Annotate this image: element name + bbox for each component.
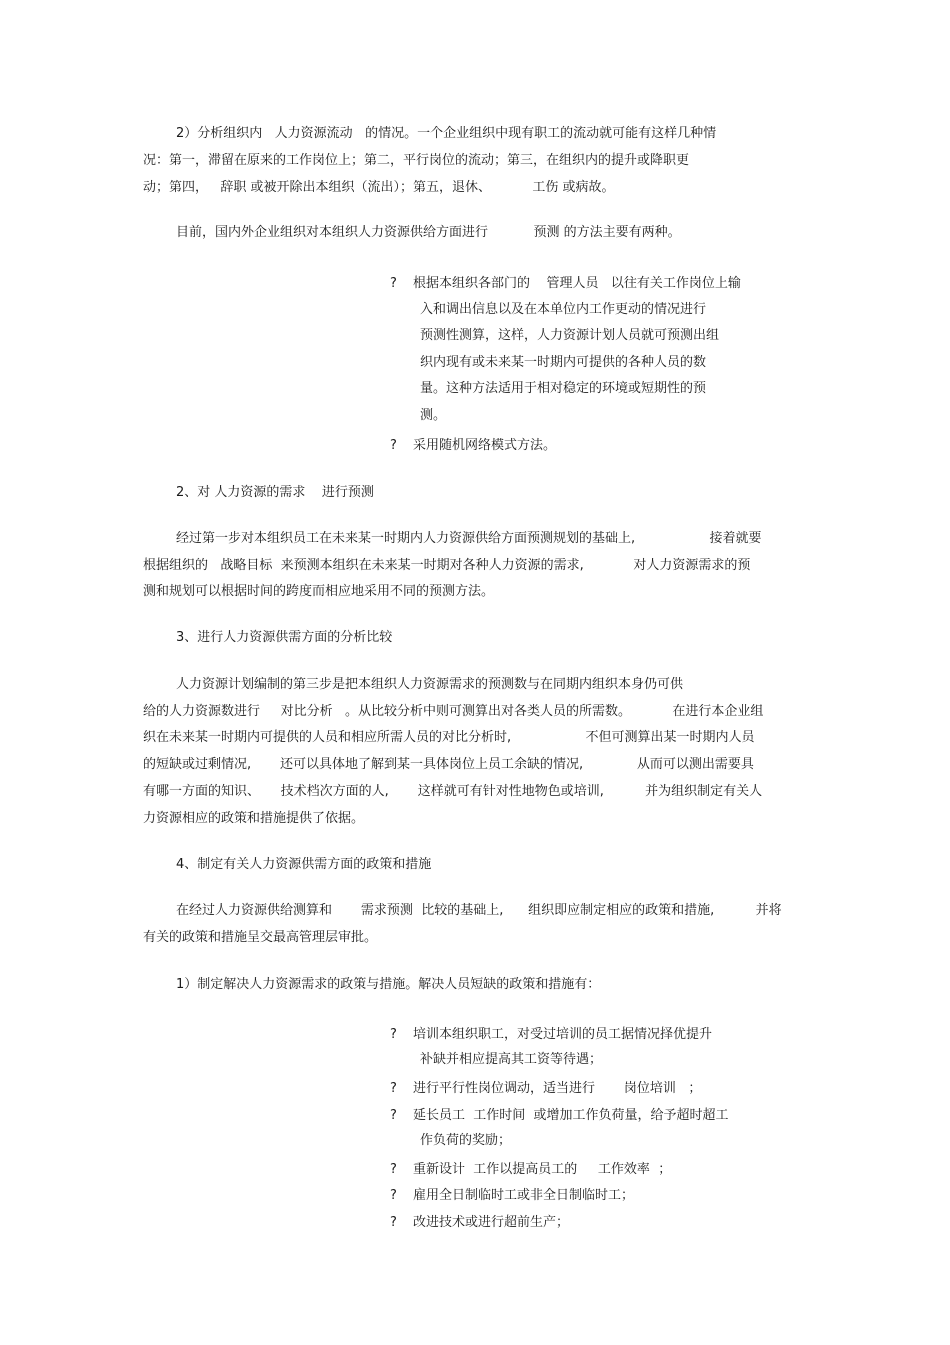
bullet2-1-line1: 培训本组织职工，对受过培训的员工据情况择优提升 [413, 1027, 713, 1042]
para1-line3: 动；第四， 辞职 或被开除出本组织（流出）；第五，退休、 工伤 或病故。 [143, 180, 615, 195]
para4-line1: 人力资源计划编制的第三步是把本组织人力资源需求的预测数与在同期内组织本身仍可供 [176, 677, 684, 692]
bullet1-line3: 预测性测算，这样，人力资源计划人员就可预测出组 [420, 328, 720, 343]
bullet-marker: ? [390, 1081, 397, 1096]
bullet-marker: ? [390, 1108, 397, 1123]
bullet-marker: ? [390, 1027, 397, 1042]
heading-4: 4、制定有关人力资源供需方面的政策和措施 [176, 857, 432, 872]
para4-line5: 有哪一方面的知识、 技术档次方面的人, 这样就可有针对性地物色或培训, 并为组织制定有关人 [143, 784, 763, 799]
para5-line1: 在经过人力资源供给测算和 需求预测 比较的基础上, 组织即应制定相应的政策和措施, 并将 [176, 903, 782, 918]
bullet2-4-line1: 重新设计 工作以提高员工的 工作效率 ； [413, 1162, 672, 1177]
bullet-marker: ? [390, 1162, 397, 1177]
para5-line2: 有关的政策和措施呈交最高管理层审批。 [143, 930, 378, 945]
bullet2-1-line2: 补缺并相应提高其工资等待遇； [420, 1052, 603, 1067]
bullet2-3-line2: 作负荷的奖励； [420, 1133, 512, 1148]
para6: 1）制定解决人力资源需求的政策与措施。解决人员短缺的政策和措施有： [176, 977, 601, 992]
bullet2-5-line1: 雇用全日制临时工或非全日制临时工； [413, 1188, 635, 1203]
para4-line4: 的短缺或过剩情况, 还可以具体地了解到某一具体岗位上员工余缺的情况, 从而可以测出需要具 [143, 757, 754, 772]
bullet1-line1: 根据本组织各部门的 管理人员 以往有关工作岗位上输 [413, 276, 741, 291]
bullet-marker: ? [390, 276, 397, 291]
bullet2-3-line1: 延长员工 工作时间 或增加工作负荷量，给予超时超工 [413, 1108, 729, 1123]
para3-line3: 测和规划可以根据时间的跨度而相应地采用不同的预测方法。 [143, 584, 495, 599]
heading-3: 3、进行人力资源供需方面的分析比较 [176, 630, 393, 645]
bullet1-line5: 量。这种方法适用于相对稳定的环境或短期性的预 [420, 381, 707, 396]
para4-line2: 给的人力资源数进行 对比分析 。从比较分析中则可测算出对各类人员的所需数。 在进行本企业组 [143, 704, 764, 719]
para3-line2: 根据组织的 战略目标 来预测本组织在未来某一时期对各种人力资源的需求, 对人力资源需求的预 [143, 558, 751, 573]
bullet2-line1: 采用随机网络模式方法。 [413, 438, 557, 453]
bullet2-2-line1: 进行平行性岗位调动，适当进行 岗位培训 ； [413, 1081, 702, 1096]
bullet-marker: ? [390, 1188, 397, 1203]
bullet-marker: ? [390, 438, 397, 453]
para2: 目前，国内外企业组织对本组织人力资源供给方面进行 预测 的方法主要有两种。 [176, 225, 681, 240]
para1-line1: 2）分析组织内 人力资源流动 的情况。一个企业组织中现有职工的流动就可能有这样几种情 [176, 126, 717, 141]
bullet1-line4: 织内现有或未来某一时期内可提供的各种人员的数 [420, 355, 707, 370]
para4-line3: 织在未来某一时期内可提供的人员和相应所需人员的对比分析时, 不但可测算出某一时期内人员 [143, 730, 755, 745]
heading-2: 2、对 人力资源的需求 进行预测 [176, 485, 374, 500]
para1-line2: 况：第一，滞留在原来的工作岗位上；第二，平行岗位的流动；第三，在组织内的提升或降职更 [143, 153, 690, 168]
bullet-marker: ? [390, 1215, 397, 1230]
bullet2-6-line1: 改进技术或进行超前生产； [413, 1215, 570, 1230]
bullet1-line2: 入和调出信息以及在本单位内工作更动的情况进行 [420, 302, 707, 317]
para3-line1: 经过第一步对本组织员工在未来某一时期内人力资源供给方面预测规划的基础上, 接着就要 [176, 531, 762, 546]
bullet1-line6: 测。 [420, 408, 447, 423]
para4-line6: 力资源相应的政策和措施提供了依据。 [143, 811, 365, 826]
